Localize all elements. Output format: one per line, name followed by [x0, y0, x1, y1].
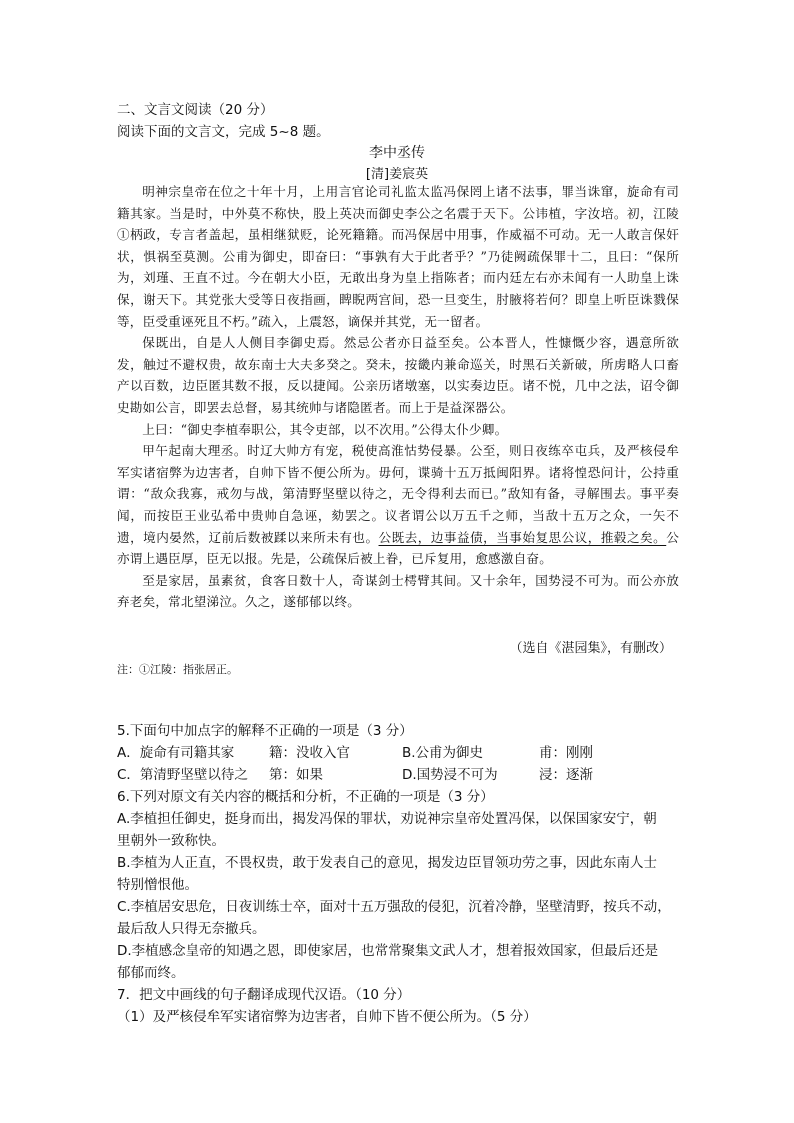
section-instruction: 阅读下面的文言文，完成 5~8 题。: [117, 124, 330, 140]
question-6-option-d: D.李植感念皇帝的知遇之恩，即使家居，也常常聚集文武人才，想着报效国家，但最后还是: [117, 943, 659, 959]
question-6-option-b-cont: 特别憎恨他。: [117, 877, 198, 893]
passage-source: （选自《湛园集》，有删改）: [509, 641, 672, 656]
passage-paragraph-3: 上曰：“御史李植奉职公，其令吏部，以不次用。”公得太仆少卿。: [142, 421, 508, 437]
passage-paragraph-4: [117, 440, 679, 570]
option-b-gloss: 甫：刚刚: [539, 745, 593, 761]
section-heading: 二、文言文阅读（20 分）: [117, 102, 274, 118]
question-5-stem: 5.下面句中加点字的解释不正确的一项是（3 分）: [117, 723, 413, 739]
passage-author: [清]姜宸英: [365, 167, 429, 182]
question-7-sub-1: （1）及严核侵牟军实诸宿弊为边害者，自帅下皆不便公所为。（5 分）: [117, 1009, 537, 1025]
option-c-gloss: 第：如果: [269, 767, 323, 783]
option-c-sentence: C．第清野坚壁以待之: [117, 767, 248, 783]
question-6-stem: 6.下列对原文有关内容的概括和分析，不正确的一项是（3 分）: [117, 789, 494, 805]
passage-paragraph-5: 至是家居，虽素贫，食客日数十人，奇谋剑士樗臂其间。又十余年，国势浸不可为。而公亦放弃老矣，常北望涕泣。久之，遂郁郁以终。: [117, 572, 679, 610]
option-a-gloss: 籍：没收入官: [269, 745, 350, 761]
question-6-option-c-cont: 最后敌人只得无奈撤兵。: [117, 921, 266, 937]
question-5-options-row-2: [117, 764, 683, 786]
question-6-option-b: B.李植为人正直，不畏权贵，敢于发表自己的意见，揭发边臣冒领功劳之事，因此东南人士: [117, 855, 658, 871]
question-6-option-d-cont: 郁郁而终。: [117, 965, 185, 981]
paragraph-4-text-end: 公亦谓上遇臣厚，臣无以报。先是，公疏保后被上眷，已斥复用，愈感激自奋。: [117, 529, 680, 567]
question-6-option-c: C.李植居安思危，日夜训练士卒，面对十五万强敌的侵犯，沉着冷静，坚壁清野，按兵不动，: [117, 899, 671, 915]
option-d-sentence: D.国势浸不可为: [402, 767, 498, 783]
question-6-option-a-cont: 里朝外一致称快。: [117, 833, 225, 849]
question-5-options-row-1: [117, 742, 683, 764]
option-a-sentence: A．旋命有司籍其家: [117, 745, 235, 761]
passage-body: [117, 181, 679, 613]
option-d-gloss: 浸：逐渐: [539, 767, 593, 783]
paragraph-4-text: 甲午起南大理丞。时辽大帅方有宠，税使高淮怙势侵暴。公至，则日夜练卒屯兵，及严核侵牟军实诸宿弊为边害者，自帅下皆不便公所为。毋何，谍骑十五万抵闽阳界。诸将惶恐问计，公持重谓：“敌众我寡，戒勿与战，第清野坚壁以待之，无令得利去而已。”敌知有备，寻解围去。事平奏闻，而按臣王业弘希中贵帅自急诬，劾罢之。议者谓公以万五千之师，当敌十五万之众，一矢不遗，境内晏然，辽前后数被蹂以来所未有也。: [117, 443, 679, 545]
passage-paragraph-2: 保既出，自是人人侧目李御史焉。然忌公者亦日益至矣。公本晋人，性慷慨少容，遇意所欲发，触过不避权贵，故东南士大夫多癸之。癸未，按畿内兼命巡关，时黑石关新破，所虏略人口畜产以百数，边臣匿其数不报，反以捷闻。公亲历诸墩塞，以实奏边臣。诸不悦，几中之法，诏令御史勘如公言，即罢去总督，易其统帅与诸隐匿者。而上于是益深器公。: [117, 335, 679, 415]
questions-section: [117, 720, 683, 1028]
question-7-stem: 7．把文中画线的句子翻译成现代汉语。（10 分）: [117, 987, 411, 1003]
passage-note: 注：①江陵：指张居正。: [117, 663, 238, 676]
question-6-option-a: A.李植担任御史，挺身而出，揭发冯保的罪状，劝说神宗皇帝处置冯保，以保国家安宁，朝: [117, 811, 657, 827]
passage-paragraph-1: 明神宗皇帝在位之十年十月，上用言官论司礼监太监冯保罔上诸不法事，罪当诛窜，旋命有司籍其家。当是时，中外莫不称快，股上英决而御史李公之名震于天下。公讳植，字汝培。初，江陵①柄政，专言者盖起，虽相继狱贬，论死籍籍。而冯保居中用事，作威福不可动。无一人敢言保奸状，惧祸至莫测。公甫为御史，即奋曰：“事孰有大于此者乎？”乃徒阙疏保罪十二，且曰：“保所为，刘瑾、王直不过。今在朝大小臣，无敢出身为皇上指陈者；而内廷左右亦未闻有一人助皇上诛保，谢天下。其党张大受等日夜指画，睥睨两宫间，恐一旦变生，肘腋将若何？即皇上听臣诛戮保等，臣受重诬死且不朽。”疏入，上震怒，谪保并其党，无一留者。: [117, 184, 679, 329]
passage-title: 李中丞传: [369, 145, 425, 161]
option-b-sentence: B.公甫为御史: [402, 745, 484, 761]
underlined-sentence: 公既去，边事益债，当事始复思公议，推毂之矣。: [378, 529, 667, 545]
